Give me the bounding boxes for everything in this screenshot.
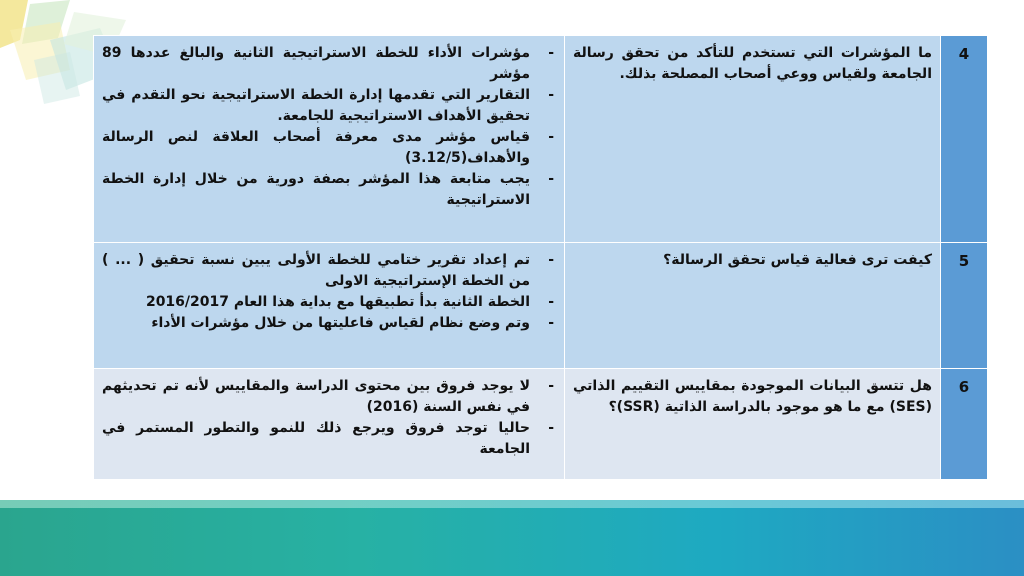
answer-item: - تم إعداد تقرير ختامي للخطة الأولى يبين نسبة تحقيق ( ... ) من الخطة الإستراتيجية الاولى <box>102 250 556 292</box>
table-row <box>94 243 988 369</box>
answer-cell <box>94 36 565 243</box>
answer-item: - لا يوجد فروق بين محتوى الدراسة والمقاييس لأنه تم تحديثهم في نفس السنة (2016) <box>102 376 556 418</box>
answer-item: - الخطة الثانية بدأ تطبيقها مع بداية هذا العام 2016/2017 <box>102 292 556 313</box>
answer-item: - قياس مؤشر مدى معرفة أصحاب العلاقة لنص الرسالة والأهداف(3.12/5) <box>102 127 556 169</box>
answer-item: - مؤشرات الأداء للخطة الاستراتيجية الثانية والبالغ عددها 89 مؤشر <box>102 43 556 85</box>
answer-cell <box>94 369 565 480</box>
question-cell: كيفت ترى فعالية قياس تحقق الرسالة؟ <box>565 243 941 369</box>
answer-item: - يجب متابعة هذا المؤشر بصفة دورية من خلال إدارة الخطة الاستراتيجية <box>102 169 556 211</box>
answer-list <box>102 376 556 460</box>
question-cell: هل تتسق البيانات الموجودة بمقاييس التقييم الذاتي (SES) مع ما هو موجود بالدراسة الذاتية (SSR)؟ <box>565 369 941 480</box>
answer-item: - وتم وضع نظام لقياس فاعليتها من خلال مؤشرات الأداء <box>102 313 556 334</box>
question-cell: ما المؤشرات التي تستخدم للتأكد من تحقق رسالة الجامعة ولقياس ووعي أصحاب المصلحة بذلك. <box>565 36 941 243</box>
answer-item: - التقارير التي تقدمها إدارة الخطة الاستراتيجية نحو التقدم في تحقيق الأهداف الاستراتيجية للجامعة. <box>102 85 556 127</box>
data-table <box>93 35 988 479</box>
answer-item: - حاليا توجد فروق ويرجع ذلك للنمو والتطور المستمر في الجامعة <box>102 418 556 460</box>
row-number: 5 <box>941 243 988 369</box>
table-row <box>94 369 988 480</box>
answer-list <box>102 250 556 334</box>
bottom-band <box>0 500 1024 576</box>
row-number: 6 <box>941 369 988 480</box>
row-number: 4 <box>941 36 988 243</box>
answer-cell <box>94 243 565 369</box>
answer-list <box>102 43 556 211</box>
table-row <box>94 36 988 243</box>
